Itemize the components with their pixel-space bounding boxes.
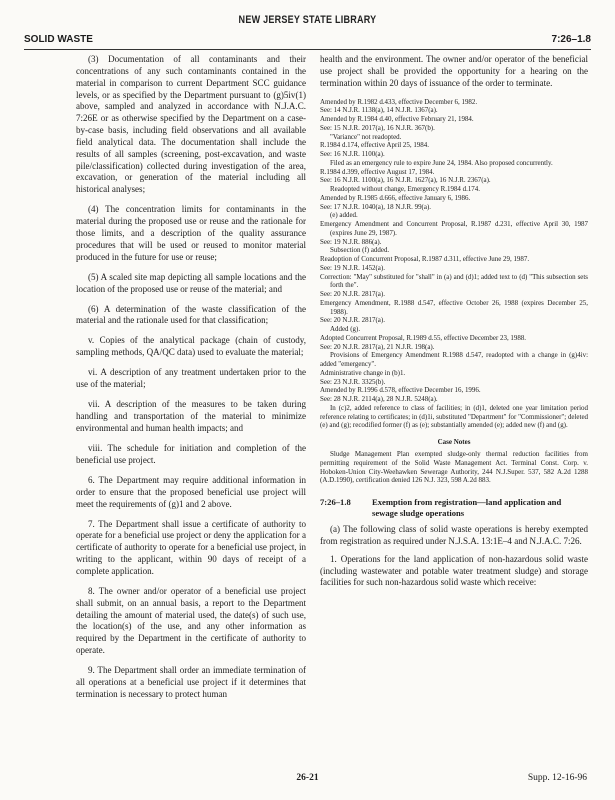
section-number: 7:26–1.8 [320,497,351,508]
paragraph: 7. The Department shall issue a certificate of authority to operate for a beneficial use project or deny the application for a certificate of authority to operate for a beneficial use project, in writing to the applicant, within 90 days of receipt of a complete application. [76,518,306,576]
history-line: Amended by R.1982 d.433, effective December 6, 1982. [320,97,478,106]
right-column [320,54,588,595]
page-number: 26-21 [296,773,319,783]
case-notes-title: Case Notes [437,438,471,447]
header-section: 7:26–1.8 [551,34,591,45]
history-line: Emergency Amendment, R.1988 d.547, effective October 26, 1988 (expires December 25, 1988). [320,298,588,316]
history-line: Filed as an emergency rule to expire June 24, 1984. Also proposed concurrently. [330,158,553,167]
history-line: Amended by R.1985 d.666, effective January 6, 1986. [320,193,471,202]
history-line: See: 19 N.J.R. 886(a). [320,237,382,246]
history-line: Adopted Concurrent Proposal, R.1989 d.55, effective December 23, 1988. [320,333,527,342]
paragraph: viii. The schedule for initiation and completion of the beneficial use project. [76,442,306,465]
history-line: See: 14 N.J.R. 1138(a), 14 N.J.R. 1367(a). [320,106,438,115]
paragraph-1: 1. Operations for the land application of non-hazardous solid waste (including wastewater and potable water treatment sludge) and storage facilities for such non-hazardous solid waste which receive: [320,553,588,588]
history-line: (e) added. [330,211,358,220]
paragraph: (6) A determination of the waste classification of the material and the rationale used for that classification; [76,303,306,326]
paragraph: (5) A scaled site map depicting all sample locations and the location of the proposed use or reuse of the material; and [76,271,306,294]
history-line: Provisions of Emergency Amendment R.1988 d.547, readopted with a change in (g)4iv: added "emergency". [320,351,588,369]
paragraph: v. Copies of the analytical package (chain of custody, sampling methods, QA/QC data) used to evaluate the material; [76,335,306,358]
supplement-date: Supp. 12-16-96 [527,773,587,783]
history-line: See: 15 N.J.R. 2017(a), 16 N.J.R. 367(b). [320,123,435,132]
history-line: R.1984 d.399, effective August 17, 1984. [320,167,435,176]
history-line: Emergency Amendment and Concurrent Proposal, R.1987 d.231, effective April 30, 1987 (expires June 29, 1987). [320,220,588,237]
history-notes [320,98,588,431]
history-line: See: 23 N.J.R. 3325(b). [320,377,386,386]
paragraph: vii. A description of the measures to be taken during handling and transportation of the material to minimize environmental and human health impacts; and [76,399,306,433]
history-line: Readoption of Concurrent Proposal, R.1987 d.311, effective June 29, 1987. [320,255,530,264]
history-line: Correction: "May" substituted for "shall" in (a) and (d)1; added text to (d) "This subsection sets forth the". [320,272,588,290]
history-line: R.1984 d.174, effective April 25, 1984. [320,141,429,150]
history-line: Amended by R.1996 d.578, effective December 16, 1996. [320,386,481,395]
history-line: See: 20 N.J.R. 2817(a), 21 N.J.R. 198(a). [320,342,435,351]
history-line: In (c)2, added reference to class of facilities; in (d)1, deleted one year limitation period reference relating to certificates; in (d)1i, substituted "Department" for "Commissioner"; deleted (e) and (g); recodified former (f) as (e); substantially amended (e); added new (f) and (g). [320,403,588,430]
header-title: SOLID WASTE [24,34,93,45]
paragraph: vi. A description of any treatment undertaken prior to the use of the material; [76,367,306,390]
history-line: Added (g). [330,325,361,334]
history-line: See: 20 N.J.R. 2817(a). [320,290,385,299]
header-rule [24,49,591,50]
history-line: Subsection (f) added. [330,246,390,255]
paragraph: 8. The owner and/or operator of a beneficial use project shall submit, on an annual basis, a report to the Department detailing the amount of material used, the date(s) of such use, the location(s) of the use, and any other information as required by the Department in the certificate of authority to operate. [76,585,306,656]
history-line: Readopted without change, Emergency R.1984 d.174. [330,185,480,194]
paragraph: 6. The Department may require additional information in order to ensure that the proposed beneficial use project will meet the requirements of (g)1 and 2 above. [76,474,306,509]
paragraph: (4) The concentration limits for contaminants in the material during the proposed use or reuse and the rationale for those limits, and a description of the quality assurance procedures that will be used or reused to monitor material produced in the future for use or reuse; [76,204,306,262]
continuation-paragraph: health and the environment. The owner and/or operator of the beneficial use project shall be provided the opportunity for a hearing on the termination within 20 days of issuance of the order to terminate. [320,54,588,88]
history-line: Administrative change in (b)1. [320,368,406,377]
history-line: See: 16 N.J.R. 1100(a). [320,150,385,159]
left-column [76,54,306,709]
case-notes-text: Sludge Management Plan exempted sludge-only thermal reduction facilities from permitting requirement of the Solid Waste Management Act. Terminal Const. Corp. v. Hoboken-Union City-Weehawken Sewerage Authority, 244 N.J.Super. 537, 582 A.2d 1288 (A.D.1990), certification denied 126 N.J. 323, 598 A.2d 883. [320,450,588,485]
history-line: See: 28 N.J.R. 2114(a), 28 N.J.R. 5248(a). [320,395,438,404]
paragraph-a: (a) The following class of solid waste operations is hereby exempted from registration as required under N.J.S.A. 13:1E–4 and N.J.A.C. 7:26. [320,524,588,546]
history-line: Amended by R.1984 d.40, effective February 21, 1984. [320,115,474,124]
paragraph: 9. The Department shall order an immediate termination of all operations at a beneficial use project if it determines that termination is necessary to protect human [76,665,306,699]
section-title: Exemption from registration—land application and sewage sludge operations [372,497,562,519]
history-line: See: 17 N.J.R. 1040(a), 18 N.J.R. 99(a). [320,202,431,211]
paragraph: (3) Documentation of all contaminants and their concentrations of any such contaminants contained in the material in comparison to current Department SCC guidance levels, or as specified by the Department pursuant to (g)5iv(1) above, sampled and analyzed in accordance with N.J.A.C. 7:26E or as otherwise specified by the Department on a case-by-case basis, including field observations and all available field analytical data. The documentation shall include the results of all samples (screening, post-excavation, and waste pile/classification) collected during investigation of the area, excavation, or generation of the material including all historical analyses; [76,54,306,195]
history-line: See: 20 N.J.R. 2817(a). [320,316,385,325]
history-line: See: 16 N.J.R. 1100(a), 16 N.J.R. 1627(a), 16 N.J.R. 2367(a). [320,176,491,185]
running-header [24,34,591,48]
history-line: See: 19 N.J.R. 1452(a). [320,263,385,272]
history-line: "Variance" not readopted. [330,132,402,141]
section-heading [320,497,588,519]
library-stamp: NEW JERSEY STATE LIBRARY [238,14,377,26]
